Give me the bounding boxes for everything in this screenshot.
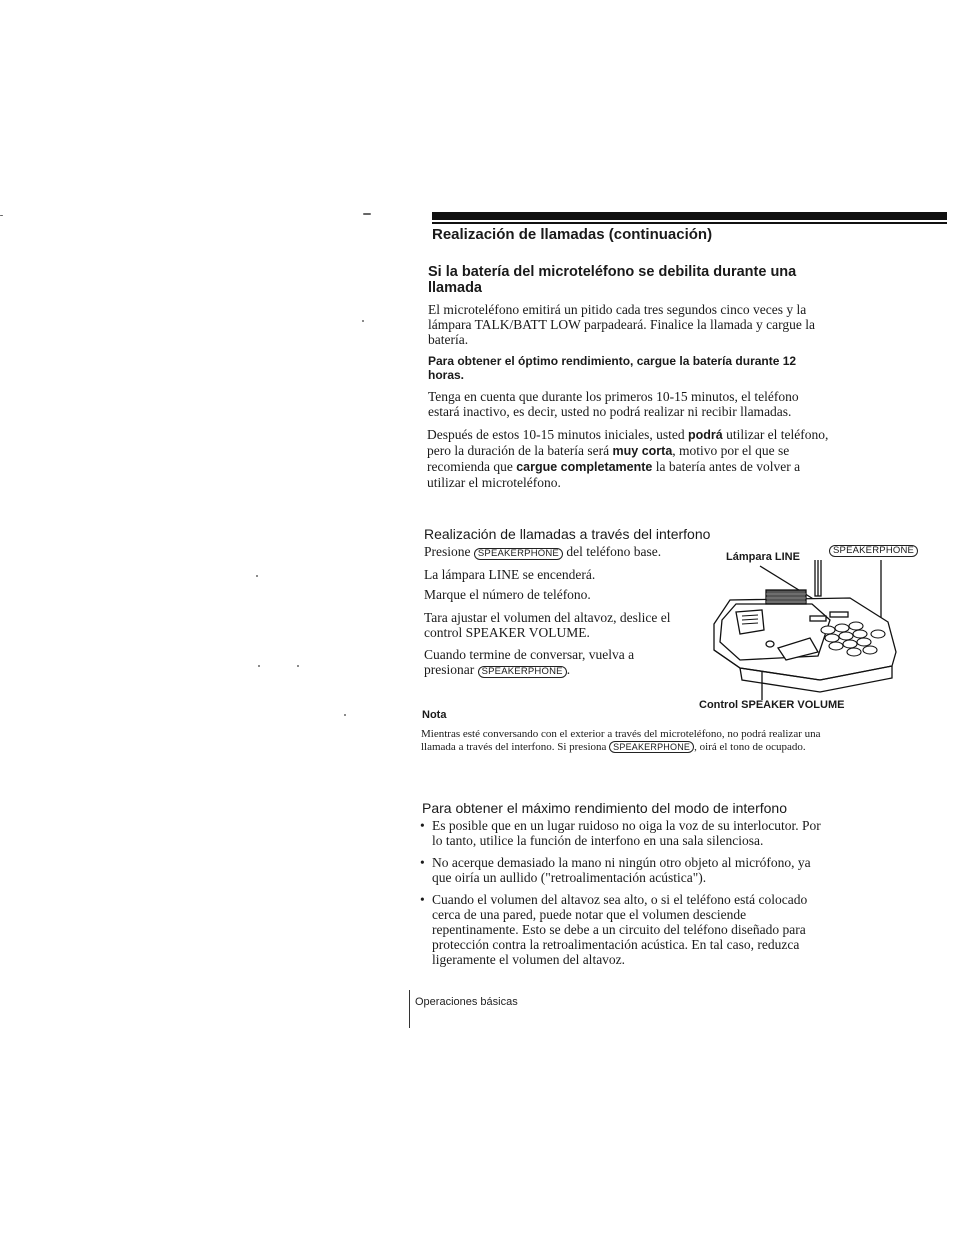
scan-speck <box>297 665 299 667</box>
battery-paragraph-3 <box>427 427 832 490</box>
text-run: Cuando termine de conversar, vuelva a presionar <box>424 647 635 677</box>
header-rule <box>432 212 947 220</box>
scan-speck <box>0 215 3 216</box>
speakerphone-key: SPEAKERPHONE <box>474 548 563 560</box>
scan-speck <box>362 320 364 322</box>
footer-bar <box>409 990 410 1028</box>
text-run: Después de estos 10-15 minutos iniciales, usted <box>427 427 688 442</box>
text-run: . <box>566 662 571 677</box>
speakerphone-key: SPEAKERPHONE <box>609 741 694 753</box>
figure-label-speakerphone <box>829 540 918 558</box>
nota-title: Nota <box>422 709 447 721</box>
intercom-step-4: Tara ajustar el volumen del altavoz, deslice el control SPEAKER VOLUME. <box>424 610 671 640</box>
battery-paragraph-1: El microteléfono emitirá un pitido cada tres segundos cinco veces y la lámpara TALK/BATT LOW parpadeará. Finalice la llamada y cargue la batería. <box>428 302 816 347</box>
text-run: Mientras esté conversando con el exterior a través del microteléfono, no podrá realizar una llamada a través del interfono. Si presiona <box>421 728 821 753</box>
header-rule-thin <box>432 222 947 224</box>
performance-heading: Para obtener el máximo rendimiento del modo de interfono <box>422 800 787 816</box>
text-run: la batería antes de volver a utilizar el microteléfono. <box>427 459 801 490</box>
emphasis-podra: podrá <box>687 428 723 442</box>
scan-speck <box>256 575 258 577</box>
figure-label-line-lamp: Lámpara LINE <box>726 551 800 563</box>
intercom-heading: Realización de llamadas a través del interfono <box>424 526 711 542</box>
footer-section-name: Operaciones básicas <box>415 996 518 1008</box>
scan-speck <box>258 665 260 667</box>
scan-speck <box>344 714 346 716</box>
list-item: • Cuando el volumen del altavoz sea alto, o si el teléfono está colocado cerca de una pared, puede notar que el volumen desciende repentinamente. Esto se debe a un circuito del teléfono diseñado para protección contra la retroalimentación acústica. En tal caso, reduzca ligeramente el volumen del altavoz. <box>420 892 832 967</box>
figure-label-volume: Control SPEAKER VOLUME <box>699 699 845 711</box>
performance-bullet-list <box>420 818 832 974</box>
text-run: , motivo por el que se recomienda que <box>427 443 790 474</box>
list-item: • No acerque demasiado la mano ni ningún otro objeto al micrófono, ya que oiría un aullido ("retroalimentación acústica"). <box>420 855 832 885</box>
nota-text <box>421 728 827 753</box>
text-run: , oirá el tono de ocupado. <box>694 740 806 753</box>
phone-base-illustration <box>700 560 900 700</box>
intercom-step-3: Marque el número de teléfono. <box>424 587 591 602</box>
speakerphone-key: SPEAKERPHONE <box>829 545 918 557</box>
battery-paragraph-2: Tenga en cuenta que durante los primeros 10-15 minutos, el teléfono estará inactivo, es decir, usted no podrá realizar ni recibir llamadas. <box>428 389 799 419</box>
intercom-step-5 <box>424 647 674 678</box>
scan-speck <box>363 213 371 215</box>
battery-heading: Si la batería del microteléfono se debilita durante una llamada <box>428 264 797 296</box>
speakerphone-key: SPEAKERPHONE <box>478 666 567 678</box>
emphasis-muy-corta: muy corta <box>612 444 673 458</box>
text-run: del teléfono base. <box>562 544 662 559</box>
text-run: utilizar el teléfono, pero la duración de la batería será <box>427 427 829 458</box>
emphasis-cargue-completamente: cargue completamente <box>516 460 653 474</box>
text-run: Presione <box>424 544 474 559</box>
intercom-step-2: La lámpara LINE se encenderá. <box>424 567 596 582</box>
section-title: Realización de llamadas (continuación) <box>432 226 713 243</box>
intercom-step-1 <box>424 544 704 560</box>
battery-bold-note: Para obtener el óptimo rendimiento, cargue la batería durante 12 horas. <box>428 354 797 382</box>
list-item: • Es posible que en un lugar ruidoso no oiga la voz de su interlocutor. Por lo tanto, utilice la función de interfono en una sala silenciosa. <box>420 818 832 848</box>
